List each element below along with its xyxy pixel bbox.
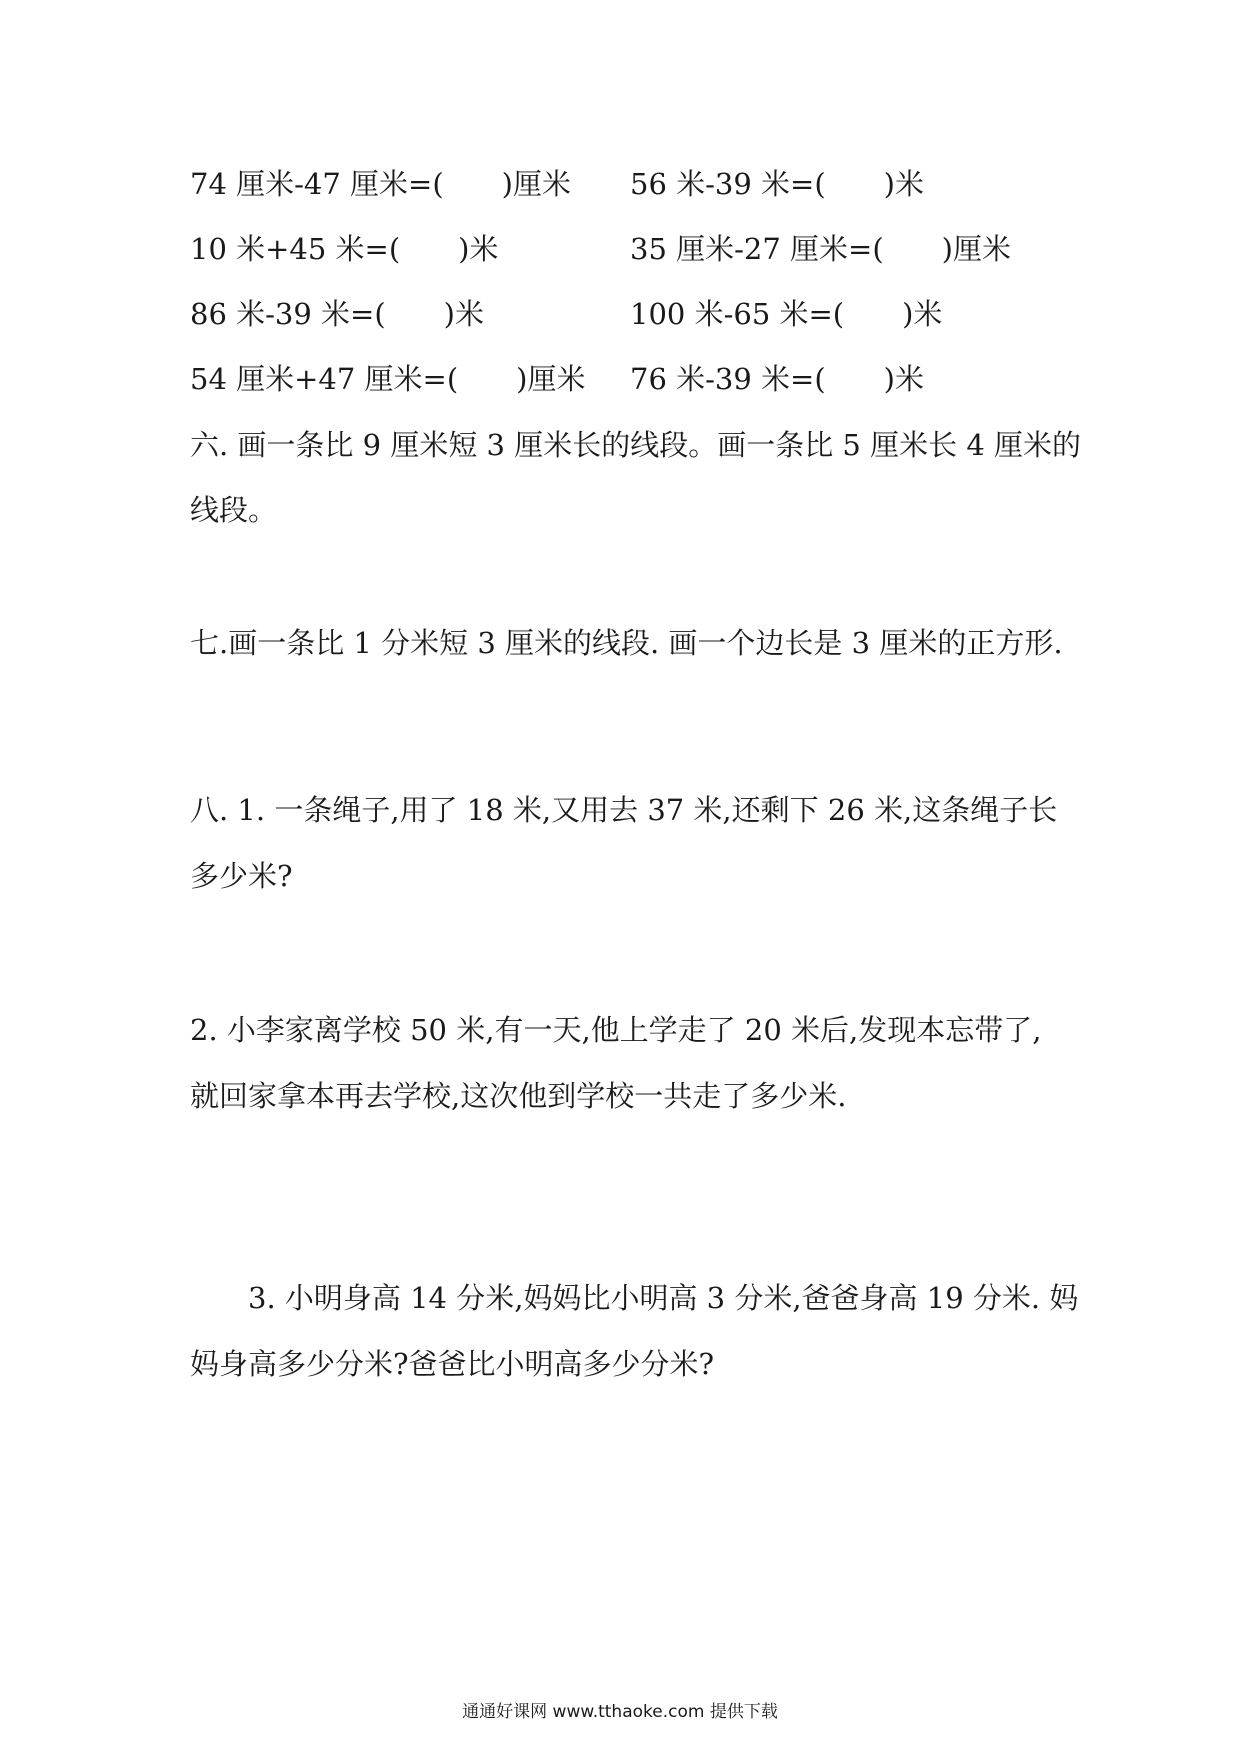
calc-row-1-left: 74 厘米-47 厘米=( )厘米 xyxy=(190,167,571,201)
calc-row-2-right: 35 厘米-27 厘米=( )厘米 xyxy=(630,232,1011,266)
footer-credit: 通通好课网 www.tthaoke.com 提供下载 xyxy=(462,1702,778,1722)
section-8-q1-line-1: 八. 1. 一条绳子,用了 18 米,又用去 37 米,还剩下 26 米,这条绳子长 xyxy=(190,793,1058,827)
calc-row-2-left: 10 米+45 米=( )米 xyxy=(190,232,499,266)
calc-row-1-right: 56 米-39 米=( )米 xyxy=(630,167,924,201)
section-6-line-2: 线段。 xyxy=(190,493,278,527)
section-6-line-1: 六. 画一条比 9 厘米短 3 厘米长的线段。画一条比 5 厘米长 4 厘米的 xyxy=(190,428,1081,462)
section-7-line-1: 七.画一条比 1 分米短 3 厘米的线段. 画一个边长是 3 厘米的正方形. xyxy=(190,626,1063,660)
section-8-q3-line-1: 3. 小明身高 14 分米,妈妈比小明高 3 分米,爸爸身高 19 分米. 妈 xyxy=(190,1281,1079,1315)
section-8-q2-line-2: 就回家拿本再去学校,这次他到学校一共走了多少米. xyxy=(190,1079,847,1113)
calc-row-4-right: 76 米-39 米=( )米 xyxy=(630,362,924,396)
section-8-q2-line-1: 2. 小李家离学校 50 米,有一天,他上学走了 20 米后,发现本忘带了, xyxy=(190,1013,1042,1047)
section-8-q1-line-2: 多少米? xyxy=(190,859,293,893)
calc-row-4-left: 54 厘米+47 厘米=( )厘米 xyxy=(190,362,586,396)
calc-row-3-right: 100 米-65 米=( )米 xyxy=(630,297,943,331)
section-8-q3-line-2: 妈身高多少分米?爸爸比小明高多少分米? xyxy=(190,1347,715,1381)
calc-row-3-left: 86 米-39 米=( )米 xyxy=(190,297,484,331)
